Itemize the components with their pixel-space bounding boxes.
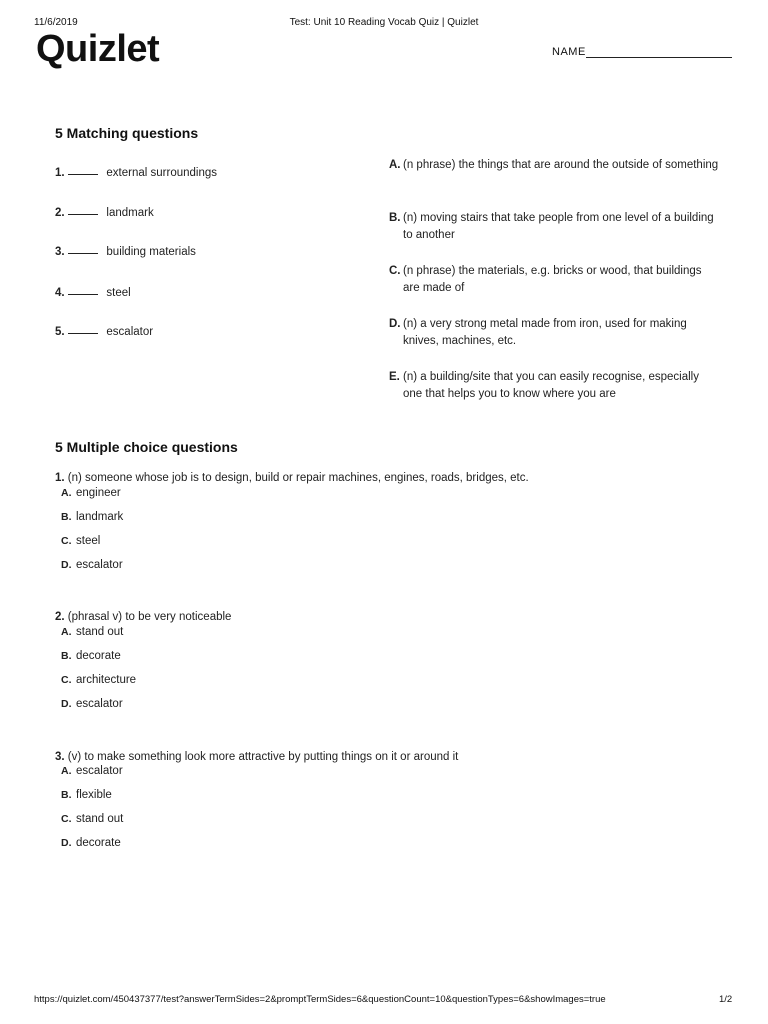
- name-field-line[interactable]: [586, 57, 732, 58]
- matching-definition: [389, 263, 719, 297]
- mc-question-text: (phrasal v) to be very noticeable: [67, 611, 232, 623]
- matching-section-title: 5 Matching questions: [55, 125, 199, 141]
- option-letter: C.: [61, 813, 72, 825]
- option-letter: A.: [61, 626, 72, 638]
- mc-question-text: (n) someone whose job is to design, build or repair machines, engines, roads, bridges, etc.: [67, 472, 529, 484]
- footer-url: https://quizlet.com/450437377/test?answerTermSides=2&promptTermSides=6&questionCount=10&questionTypes=6&showImages=true: [34, 994, 606, 1005]
- answer-blank[interactable]: [68, 294, 98, 295]
- matching-item: [55, 287, 131, 299]
- option-text: architecture: [76, 674, 137, 686]
- mc-option[interactable]: [61, 765, 123, 777]
- definition-text: (n) moving stairs that take people from one level of a building to another: [403, 212, 714, 241]
- option-letter: B.: [61, 789, 72, 801]
- option-letter: D.: [61, 559, 72, 571]
- matching-definition: [389, 210, 719, 244]
- mc-option[interactable]: [61, 837, 121, 849]
- definition-letter: C.: [389, 265, 401, 277]
- definition-text: (n) a very strong metal made from iron, used for making knives, machines, etc.: [403, 318, 687, 347]
- answer-blank[interactable]: [68, 253, 98, 254]
- definition-letter: D.: [389, 318, 401, 330]
- matching-item-term: landmark: [106, 207, 154, 219]
- matching-item: [55, 207, 154, 219]
- option-text: escalator: [76, 559, 123, 571]
- option-text: decorate: [76, 837, 121, 849]
- matching-item-number: 2.: [55, 207, 65, 219]
- definition-letter: E.: [389, 371, 400, 383]
- mc-question-prompt: [55, 751, 458, 763]
- mc-option[interactable]: [61, 674, 136, 686]
- option-text: escalator: [76, 765, 123, 777]
- option-letter: B.: [61, 511, 72, 523]
- definition-text: (n phrase) the things that are around the outside of something: [403, 159, 719, 171]
- answer-blank[interactable]: [68, 333, 98, 334]
- matching-item-number: 3.: [55, 246, 65, 258]
- mc-option[interactable]: [61, 487, 121, 499]
- mc-option[interactable]: [61, 626, 123, 638]
- matching-item-term: escalator: [106, 326, 154, 338]
- mc-question-number: 3.: [55, 751, 65, 763]
- matching-definition: [389, 316, 719, 350]
- matching-item-term: steel: [106, 287, 131, 299]
- matching-definition: [389, 157, 719, 174]
- mc-option[interactable]: [61, 650, 121, 662]
- definition-letter: B.: [389, 212, 401, 224]
- matching-item-term: building materials: [106, 246, 196, 258]
- option-text: engineer: [76, 487, 121, 499]
- mc-option[interactable]: [61, 813, 123, 825]
- definition-letter: A.: [389, 159, 401, 171]
- matching-definition: [389, 369, 719, 403]
- mc-option[interactable]: [61, 698, 123, 710]
- option-letter: C.: [61, 674, 72, 686]
- option-letter: D.: [61, 698, 72, 710]
- option-letter: B.: [61, 650, 72, 662]
- definition-text: (n phrase) the materials, e.g. bricks or wood, that buildings are made of: [403, 265, 702, 294]
- option-text: flexible: [76, 789, 112, 801]
- definition-text: (n) a building/site that you can easily recognise, especially one that helps you to know where you are: [403, 371, 699, 400]
- matching-item: [55, 326, 153, 338]
- mc-question-number: 2.: [55, 611, 65, 623]
- answer-blank[interactable]: [68, 214, 98, 215]
- option-text: steel: [76, 535, 101, 547]
- matching-item-number: 1.: [55, 167, 65, 179]
- print-date: 11/6/2019: [34, 17, 78, 28]
- mc-question-text: (v) to make something look more attractive by putting things on it or around it: [67, 751, 459, 763]
- option-text: stand out: [76, 813, 124, 825]
- option-letter: C.: [61, 535, 72, 547]
- option-letter: A.: [61, 765, 72, 777]
- matching-item-number: 4.: [55, 287, 65, 299]
- multiple-choice-section-title: 5 Multiple choice questions: [55, 439, 238, 455]
- mc-question-prompt: [55, 611, 231, 623]
- matching-item-term: external surroundings: [106, 167, 217, 179]
- print-title: Test: Unit 10 Reading Vocab Quiz | Quizlet: [289, 17, 479, 28]
- matching-item: [55, 246, 196, 258]
- option-letter: D.: [61, 837, 72, 849]
- mc-option[interactable]: [61, 535, 100, 547]
- mc-question-prompt: [55, 472, 529, 484]
- option-letter: A.: [61, 487, 72, 499]
- mc-question-number: 1.: [55, 472, 65, 484]
- option-text: escalator: [76, 698, 123, 710]
- option-text: landmark: [76, 511, 124, 523]
- mc-option[interactable]: [61, 511, 123, 523]
- matching-item: [55, 167, 217, 179]
- mc-option[interactable]: [61, 789, 112, 801]
- option-text: decorate: [76, 650, 121, 662]
- name-label: NAME: [552, 46, 586, 58]
- answer-blank[interactable]: [68, 174, 98, 175]
- footer-page-number: 1/2: [719, 994, 733, 1005]
- mc-option[interactable]: [61, 559, 123, 571]
- matching-item-number: 5.: [55, 326, 65, 338]
- option-text: stand out: [76, 626, 124, 638]
- quizlet-logo: Quizlet: [36, 28, 160, 70]
